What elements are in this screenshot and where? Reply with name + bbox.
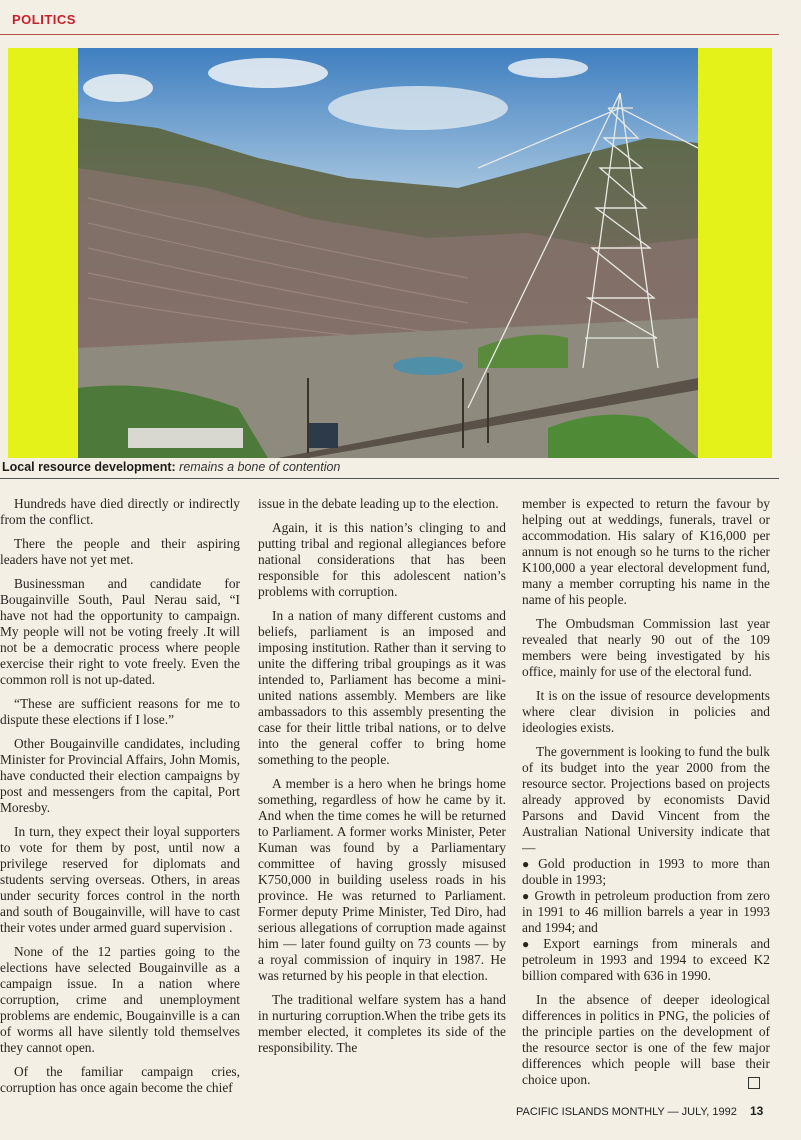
article-column-3 [522,496,770,1096]
paragraph: In turn, they expect their loyal supporters to vote for them by post, until now a privilege reserved for diplomats and students serving overseas. Others, in areas under security forces control in the north and south of Bougainville, will have to cast their votes under armed guard supervision . [0,824,240,935]
bullet-item [522,856,770,888]
paragraph: Hundreds have died directly or indirectly from the conflict. [0,496,240,527]
end-mark-icon [748,1077,760,1089]
paragraph: issue in the debate leading up to the election. [258,496,499,511]
bullet-text: Gold production in 1993 to more than double in 1993; [522,856,770,887]
header-rule [0,34,779,35]
article-photo [8,48,772,458]
bullet-text: Growth in petroleum production from zero in 1991 to 46 million barrels a year in 1993 and 1994; and [522,888,770,935]
paragraph: “These are sufficient reasons for me to dispute these elections if I lose.” [0,696,240,727]
bullet-item [522,888,770,936]
article-column-1 [0,496,240,1104]
page-number: 13 [749,1104,764,1118]
caption-text: remains a bone of contention [179,460,341,474]
paragraph: Businessman and candidate for Bougainville South, Paul Nerau said, “I have not had the opportunity to campaign. My people will not be voting freely .It will not be a democratic process where people exercise their right to vote freely. Even the common roll is not up-dated. [0,576,240,687]
article-column-2 [258,496,506,1064]
bullet-icon: ● [522,857,535,871]
caption-lead: Local resource development: [2,460,176,474]
paragraph: In a nation of many different customs and beliefs, parliament is an imposed and imposing institution. Rather than it serving to unite the differing tribal groupings as it was intended to, Parliament has become a mini-united nations assembly. Members are like ambassadors to this assembly presenting the case for their little tribal nations, or to delve into the general coffer to bring home something to the people. [258,608,506,767]
paragraph: The Ombudsman Commission last year revealed that nearly 90 out of the 109 members were being investigated by his office, mainly for use of the electoral fund. [522,616,770,679]
footer-publication: PACIFIC ISLANDS MONTHLY — JULY, 1992 [516,1106,737,1118]
paragraph: The government is looking to fund the bulk of its budget into the year 2000 from the resource sector. Projections based on projects already approved by economists David Parsons and David Vincent from the Australian National University indicate that — [522,744,770,855]
bullet-item [522,936,770,984]
photo-caption [2,460,762,474]
paragraph: The traditional welfare system has a hand in nurturing corruption.When the tribe gets its member elected, it completes its side of the responsibility. The [258,992,506,1055]
paragraph: Of the familiar campaign cries, corruption has once again become the chief [0,1064,240,1095]
paragraph: There the people and their aspiring leaders have not yet met. [0,536,240,567]
page-footer [516,1104,766,1118]
paragraph: It is on the issue of resource developments where clear division in policies and ideologies exists. [522,688,770,735]
bullet-icon: ● [522,937,540,951]
caption-rule [0,478,779,479]
paragraph: A member is a hero when he brings home something, regardless of how he came by it. And when the time comes he will be returned to Parliament. A former works Minister, Peter Kuman was found by a Parliamentary committee of having grossly misused K750,000 in building useless roads in his province. He was returned to Parliament. Former deputy Prime Minister, Ted Diro, had serious allegations of corruption made against him — later found guilty on 73 counts — by a royal commission of inquiry in 1987. He was returned by his people in that election. [258,776,506,983]
bullet-icon: ● [522,889,531,903]
paragraph: In the absence of deeper ideological differences in politics in PNG, the policies of the principle parties on the development of the resource sector is one of the few major differences which people will base their choice upon. [522,992,770,1087]
paragraph: member is expected to return the favour by helping out at weddings, funerals, travel or accommodation. His salary of K16,000 per annum is not enough so he turns to the richer K100,000 a year electoral development fund, many a member corrupting his name in the name of his people. [522,496,770,607]
bullet-text: Export earnings from minerals and petroleum in 1993 and 1994 to exceed K2 billion compared with 636 in 1990. [522,936,770,983]
paragraph: Other Bougainville candidates, including Minister for Provincial Affairs, John Momis, have conducted their election campaigns by post and messengers from the capital, Port Moresby. [0,736,240,815]
paragraph: None of the 12 parties going to the elections have selected Bougainville as a campaign issue. In a nation where corruption, crime and unemployment problems are endemic, Bougainville is a can of worms all have silently told themselves they cannot open. [0,944,240,1055]
paragraph: Again, it is this nation’s clinging to and putting tribal and regional allegiances before national considerations that has been responsible for this adolescent nation’s problems with corruption. [258,520,506,599]
section-label: POLITICS [12,12,76,27]
